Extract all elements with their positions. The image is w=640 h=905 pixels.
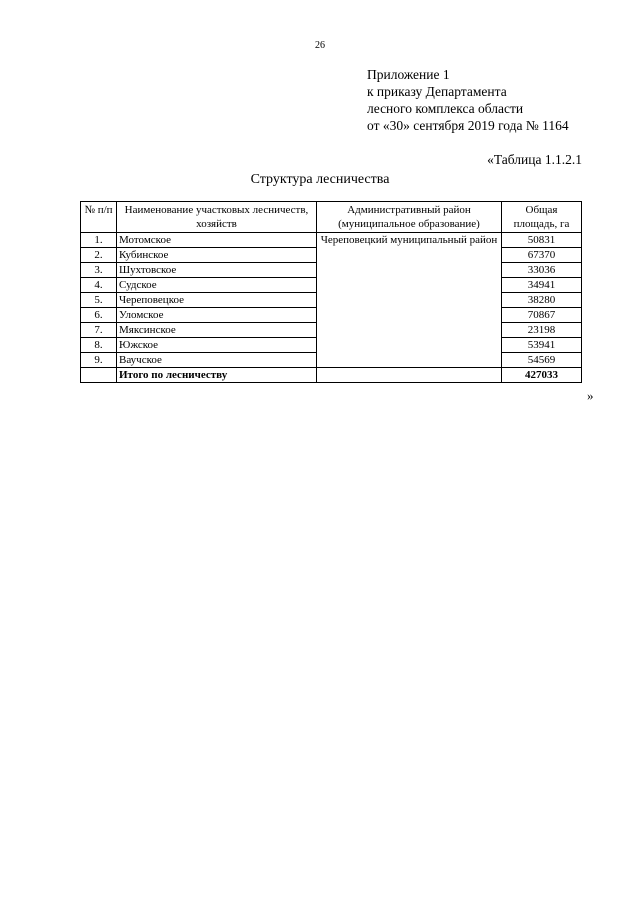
row-num: 6.	[81, 308, 117, 323]
row-area: 54569	[502, 353, 582, 368]
appendix-line: от «30» сентября 2019 года № 1164	[367, 118, 569, 133]
row-area: 67370	[502, 248, 582, 263]
total-num-empty	[81, 368, 117, 383]
table-row	[81, 233, 582, 248]
row-num: 2.	[81, 248, 117, 263]
header-num: № п/п	[81, 202, 117, 233]
total-district-empty	[317, 368, 502, 383]
table-total-row	[81, 368, 582, 383]
row-area: 34941	[502, 278, 582, 293]
table-header-row	[81, 202, 582, 233]
row-num: 8.	[81, 338, 117, 353]
row-name: Мотомское	[117, 233, 317, 248]
page-number: 26	[315, 40, 325, 51]
header-name: Наименование участковых лесничеств, хозяйств	[117, 202, 317, 233]
row-name: Ваучское	[117, 353, 317, 368]
header-district: Административный район (муниципальное образование)	[317, 202, 502, 233]
appendix-line: к приказу Департамента	[367, 84, 507, 99]
document-title: Структура лесничества	[250, 172, 390, 187]
row-area: 38280	[502, 293, 582, 308]
appendix-block	[367, 66, 569, 134]
table-reference: «Таблица 1.1.2.1	[487, 152, 582, 167]
row-name: Кубинское	[117, 248, 317, 263]
row-area: 33036	[502, 263, 582, 278]
row-num: 7.	[81, 323, 117, 338]
district-cell: Череповецкий муниципальный район	[317, 233, 502, 368]
total-label: Итого по лесничеству	[117, 368, 317, 383]
total-area: 427033	[502, 368, 582, 383]
row-name: Череповецкое	[117, 293, 317, 308]
row-name: Уломское	[117, 308, 317, 323]
closing-quote: »	[587, 388, 594, 403]
row-num: 3.	[81, 263, 117, 278]
row-name: Шухтовское	[117, 263, 317, 278]
row-num: 5.	[81, 293, 117, 308]
row-area: 53941	[502, 338, 582, 353]
row-name: Судское	[117, 278, 317, 293]
row-name: Мяксинское	[117, 323, 317, 338]
header-area: Общая площадь, га	[502, 202, 582, 233]
row-num: 1.	[81, 233, 117, 248]
row-num: 4.	[81, 278, 117, 293]
appendix-line: Приложение 1	[367, 67, 450, 82]
appendix-line: лесного комплекса области	[367, 101, 524, 116]
row-area: 23198	[502, 323, 582, 338]
row-area: 50831	[502, 233, 582, 248]
row-name: Южское	[117, 338, 317, 353]
row-num: 9.	[81, 353, 117, 368]
row-area: 70867	[502, 308, 582, 323]
forestry-structure-table	[80, 201, 582, 383]
